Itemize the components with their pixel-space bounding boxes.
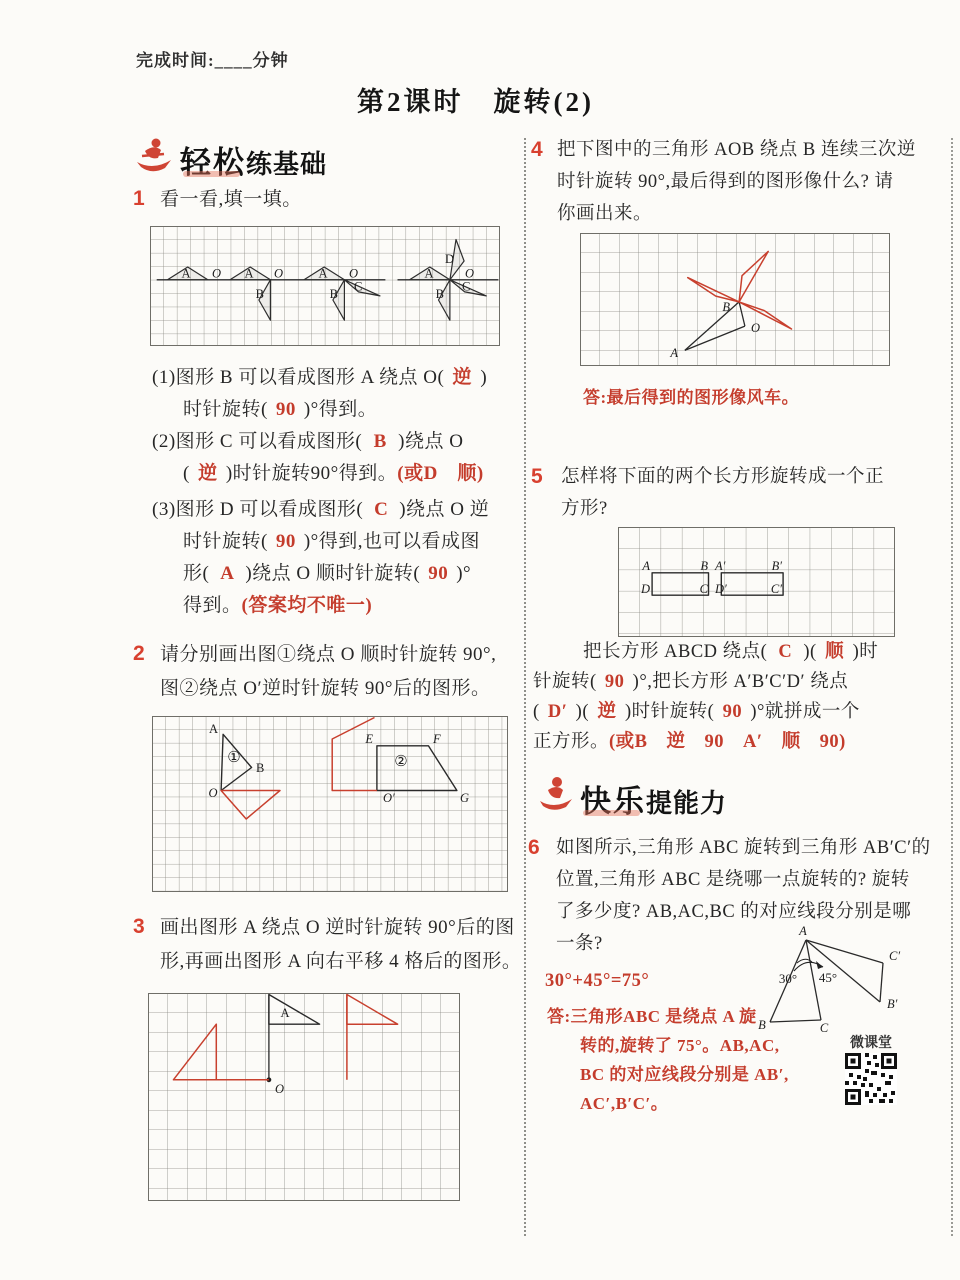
qr-code-label: 微课堂 <box>850 1036 892 1051</box>
label: C′ <box>770 582 782 596</box>
q5-answer: 90 <box>722 702 743 722</box>
q1-sub3-line3: 形( A )绕点 O 顺时针旋转( 90 )° <box>183 563 472 584</box>
label: B′ <box>887 997 898 1011</box>
q5-answer-line1: 把长方形 ABCD 绕点( C )( 顺 )时 <box>583 641 878 664</box>
q3-grid-figure <box>148 993 460 1201</box>
arrowhead <box>816 961 823 969</box>
q4-number: 4 <box>531 138 543 161</box>
q4-grid-figure <box>580 233 890 366</box>
q6-line1: 如图所示,三角形 ABC 旋转到三角形 AB′C′的 <box>556 838 931 858</box>
q1-note: (答案均不唯一) <box>241 595 373 616</box>
label: A <box>244 266 254 281</box>
q1-sub2-line2: ( 逆 )时针旋转90°得到。(或D 顺) <box>183 463 484 484</box>
q5-answer: 顺 <box>825 642 845 662</box>
q5-line1: 怎样将下面的两个长方形旋转成一个正 <box>561 467 885 487</box>
label: A <box>670 346 678 360</box>
q4-line1: 把下图中的三角形 AOB 绕点 B 连续三次逆 <box>557 140 916 160</box>
label: B <box>700 559 708 573</box>
q5-grid-figure <box>618 527 895 637</box>
q1-sub1-line2: 时针旋转( 90 )°得到。 <box>183 399 378 420</box>
label: O <box>349 266 359 281</box>
q6-line2: 位置,三角形 ABC 是绕哪一点旋转的? 旋转 <box>556 870 910 890</box>
label: O <box>465 266 475 281</box>
label: O <box>208 786 218 800</box>
q1-answer: A <box>220 563 235 584</box>
label: C <box>699 582 708 596</box>
q2-number: 2 <box>133 642 145 665</box>
q3-number: 3 <box>133 915 145 938</box>
section2-title <box>580 776 727 821</box>
label: C′ <box>889 949 901 963</box>
q6-number: 6 <box>528 836 540 859</box>
q1-prompt: 看一看,填一填。 <box>160 189 302 210</box>
label: E <box>365 732 373 746</box>
page-edge-dotted-line <box>951 138 953 1236</box>
section1-title-strong: 轻松 <box>180 145 246 180</box>
q1-answer: 逆 <box>198 463 218 484</box>
label: A <box>642 559 650 573</box>
q1-sub1-line1: (1)图形 B 可以看成图形 A 绕点 O( 逆 ) <box>152 367 488 388</box>
q1-answer: 90 <box>428 563 449 584</box>
label: C <box>354 279 363 294</box>
q5-answer-line4: 正方形。(或B 逆 90 A′ 顺 90) <box>533 732 846 752</box>
q6-answer-line2: 转的,旋转了 75°。AB,AC, <box>580 1036 780 1055</box>
q5-answer: 逆 <box>597 702 617 722</box>
section2-mascot-icon <box>533 773 577 815</box>
label: A <box>280 1006 290 1020</box>
label: B <box>256 761 265 775</box>
label: F <box>433 732 441 746</box>
q5-answer: C <box>778 642 793 662</box>
label: C <box>462 279 471 294</box>
q1-number: 1 <box>133 187 145 210</box>
label: D <box>640 582 650 596</box>
label: A <box>181 266 191 281</box>
section1-title-rest: 练基础 <box>246 150 328 179</box>
q6-answer-line1: 答:三角形ABC 是绕点 A 旋 <box>547 1007 757 1026</box>
q5-alt-answer: (或B 逆 90 A′ 顺 90) <box>609 732 846 752</box>
q1-alt-answer: (或D 顺) <box>397 463 484 484</box>
q1-answer: 90 <box>275 531 296 552</box>
q1-grid-figure <box>150 226 500 346</box>
label: A <box>799 925 807 938</box>
q5-line2: 方形? <box>561 499 608 519</box>
label: O′ <box>383 791 395 805</box>
q6-work: 30°+45°=75° <box>545 971 650 991</box>
q5-answer-line3: ( D′ )( 逆 )时针旋转( 90 )°就拼成一个 <box>533 701 860 724</box>
q6-line3: 了多少度? AB,AC,BC 的对应线段分别是哪 <box>556 902 912 922</box>
label: A <box>424 266 434 281</box>
figure2-circled-number: ② <box>394 754 408 770</box>
label: C <box>819 1021 829 1035</box>
label: D <box>444 252 454 266</box>
q3-line1: 画出图形 A 绕点 O 逆时针旋转 90°后的图 <box>160 917 515 938</box>
q1-answer: 90 <box>275 399 296 420</box>
section2-title-rest: 提能力 <box>646 789 728 818</box>
q2-line1: 请分别画出图①绕点 O 顺时针旋转 90°, <box>160 644 497 665</box>
q6-answer-line4: AC′,B′C′。 <box>580 1094 669 1113</box>
label: O <box>274 266 284 281</box>
label: O <box>212 266 222 281</box>
label: B <box>758 1018 766 1032</box>
section2-title-strong: 快乐 <box>580 784 646 819</box>
completion-time-label: 完成时间:____分钟 <box>136 51 289 70</box>
q1-sub3-line1: (3)图形 D 可以看成图形( C )绕点 O 逆 <box>152 499 490 520</box>
section1-mascot-icon <box>131 135 175 177</box>
q5-number: 5 <box>531 465 543 488</box>
label: D′ <box>715 582 727 596</box>
figure1-circled-number: ① <box>227 750 241 766</box>
label: B <box>329 287 338 301</box>
column-divider <box>524 138 526 1236</box>
q2-grid-figure <box>152 716 508 892</box>
label: B <box>435 287 444 301</box>
label: A <box>208 722 218 736</box>
label: B <box>255 287 264 301</box>
q5-answer-line2: 针旋转( 90 )°,把长方形 A′B′C′D′ 绕点 <box>533 671 848 694</box>
q6-line4: 一条? <box>556 934 603 954</box>
section1-title <box>180 137 327 182</box>
q4-line3: 你画出来。 <box>557 204 653 224</box>
qr-code <box>845 1053 897 1105</box>
q1-answer: 逆 <box>452 367 473 388</box>
watermark-banner <box>88 1212 708 1280</box>
angle-45-label: 45° <box>818 970 838 985</box>
page-title: 第2课时 旋转(2) <box>357 87 594 117</box>
q2-line2: 图②绕点 O′逆时针旋转 90°后的图形。 <box>160 678 491 699</box>
label: B <box>722 300 730 314</box>
label: A <box>318 266 328 281</box>
q1-answer: C <box>374 499 389 520</box>
q1-sub3-line4: 得到。(答案均不唯一) <box>183 595 373 616</box>
label: G <box>460 791 470 805</box>
q4-answer: 答:最后得到的图形像风车。 <box>583 388 800 407</box>
q1-sub2-line1: (2)图形 C 可以看成图形( B )绕点 O <box>152 431 464 452</box>
label: O <box>275 1082 285 1096</box>
q3-line2: 形,再画出图形 A 向右平移 4 格后的图形。 <box>160 951 522 972</box>
angle-30-label: 30° <box>778 971 798 986</box>
q6-triangle-figure <box>748 925 958 1040</box>
q5-answer: D′ <box>547 702 568 722</box>
label: O <box>751 321 761 335</box>
q4-line2: 时针旋转 90°,最后得到的图形像什么? 请 <box>557 172 894 192</box>
q5-answer: 90 <box>604 672 625 692</box>
q6-answer-line3: BC 的对应线段分别是 AB′, <box>580 1065 789 1084</box>
label: B′ <box>771 559 782 573</box>
label: A′ <box>715 559 726 573</box>
q1-sub3-line2: 时针旋转( 90 )°得到,也可以看成图 <box>183 531 481 552</box>
q1-answer: B <box>373 431 387 452</box>
